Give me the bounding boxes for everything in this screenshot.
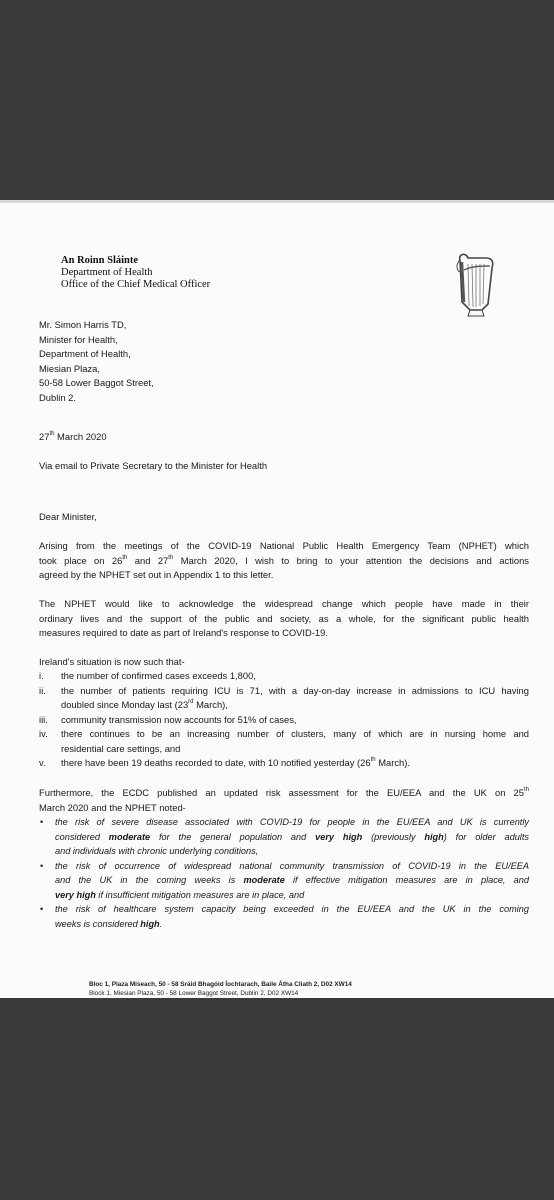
address-line: Mr. Simon Harris TD, — [39, 319, 127, 330]
list-item: • the risk of healthcare system capacity being exceeded in the EU/EEA and the UK in the coming weeks is considered high. — [40, 904, 529, 929]
footer-irish-address: Bloc 1, Plaza Míseach, 50 - 58 Sráid Bhagóid Íochtarach, Baile Átha Cliath 2, D02 XW14 — [89, 981, 352, 988]
salutation: Dear Minister, — [39, 511, 97, 522]
via-email-line: Via email to Private Secretary to the Minister for Health — [39, 460, 268, 471]
list-item: iv. there continues to be an increasing number of clusters, many of which are in nursing home and residential care settings, and — [39, 728, 529, 754]
list-item: v. there have been 19 deaths recorded to date, with 10 notified yesterday (26th March). — [39, 757, 410, 768]
paragraph-acknowledge: The NPHET would like to acknowledge the widespread change which people have made in their ordinary lives and the support of the public and society, as a whole, for the significant public health measures required to date as part of Ireland's response to COVID-19. — [39, 598, 529, 638]
address-line: 50-58 Lower Baggot Street, — [39, 377, 154, 388]
harp-icon — [452, 252, 496, 318]
footer-english-address: Block 1, Miesian Plaza, 50 - 58 Lower Baggot Street, Dublin 2, D02 XW14 — [89, 990, 299, 997]
letterhead-office: Office of the Chief Medical Officer — [61, 279, 211, 290]
situation-list — [39, 669, 529, 771]
risk-bullets — [39, 815, 529, 931]
address-line: Department of Health, — [39, 348, 131, 359]
letter-page — [0, 200, 554, 998]
list-item: • the risk of occurrence of widespread national community transmission of COVID-19 in the EU/EEA and the UK in the coming weeks is moderate if effective mitigation measures are in place, and very high if insufficient mitigation measures are in place, and — [40, 860, 529, 900]
letterhead-department: Department of Health — [61, 267, 153, 278]
list-item: ii. the number of patients requiring ICU is 71, with a day-on-day increase in admissions to ICU having doubled since Monday last (23rd March), — [39, 684, 529, 710]
top-dark-bar — [0, 0, 554, 200]
list-item: iii. community transmission now accounts for 51% of cases, — [39, 713, 297, 725]
recipient-address — [39, 318, 529, 405]
letter-date: 27th March 2020 — [39, 431, 107, 442]
paragraph-ecdc: Furthermore, the ECDC published an updated risk assessment for the EU/EEA and the UK on 25th March 2020 and the NPHET noted- — [39, 787, 529, 813]
letterhead — [61, 255, 210, 291]
paragraph-meetings: Arising from the meetings of the COVID-19 National Public Health Emergency Team (NPHET) which took place on 26th and 27th March 2020, I wish to bring to your attention the decisions and actions agreed by the NPHET set out in Appendix 1 to this letter. — [39, 540, 529, 580]
bottom-dark-bar — [0, 998, 554, 1200]
situation-intro: Ireland's situation is now such that- — [39, 656, 185, 667]
page-edge — [0, 200, 554, 203]
letterhead-irish: An Roinn Sláinte — [61, 255, 139, 266]
address-line: Miesian Plaza, — [39, 362, 100, 374]
list-item: • the risk of severe disease associated with COVID-19 for people in the EU/EEA and UK is currently considered moderate for the general population and very high (previously high) for older adults and individuals with chronic underlying conditions, — [40, 817, 529, 856]
address-line: Minister for Health, — [39, 333, 118, 345]
list-item: i. the number of confirmed cases exceeds 1,800, — [39, 670, 256, 681]
address-line: Dublin 2. — [39, 391, 77, 403]
